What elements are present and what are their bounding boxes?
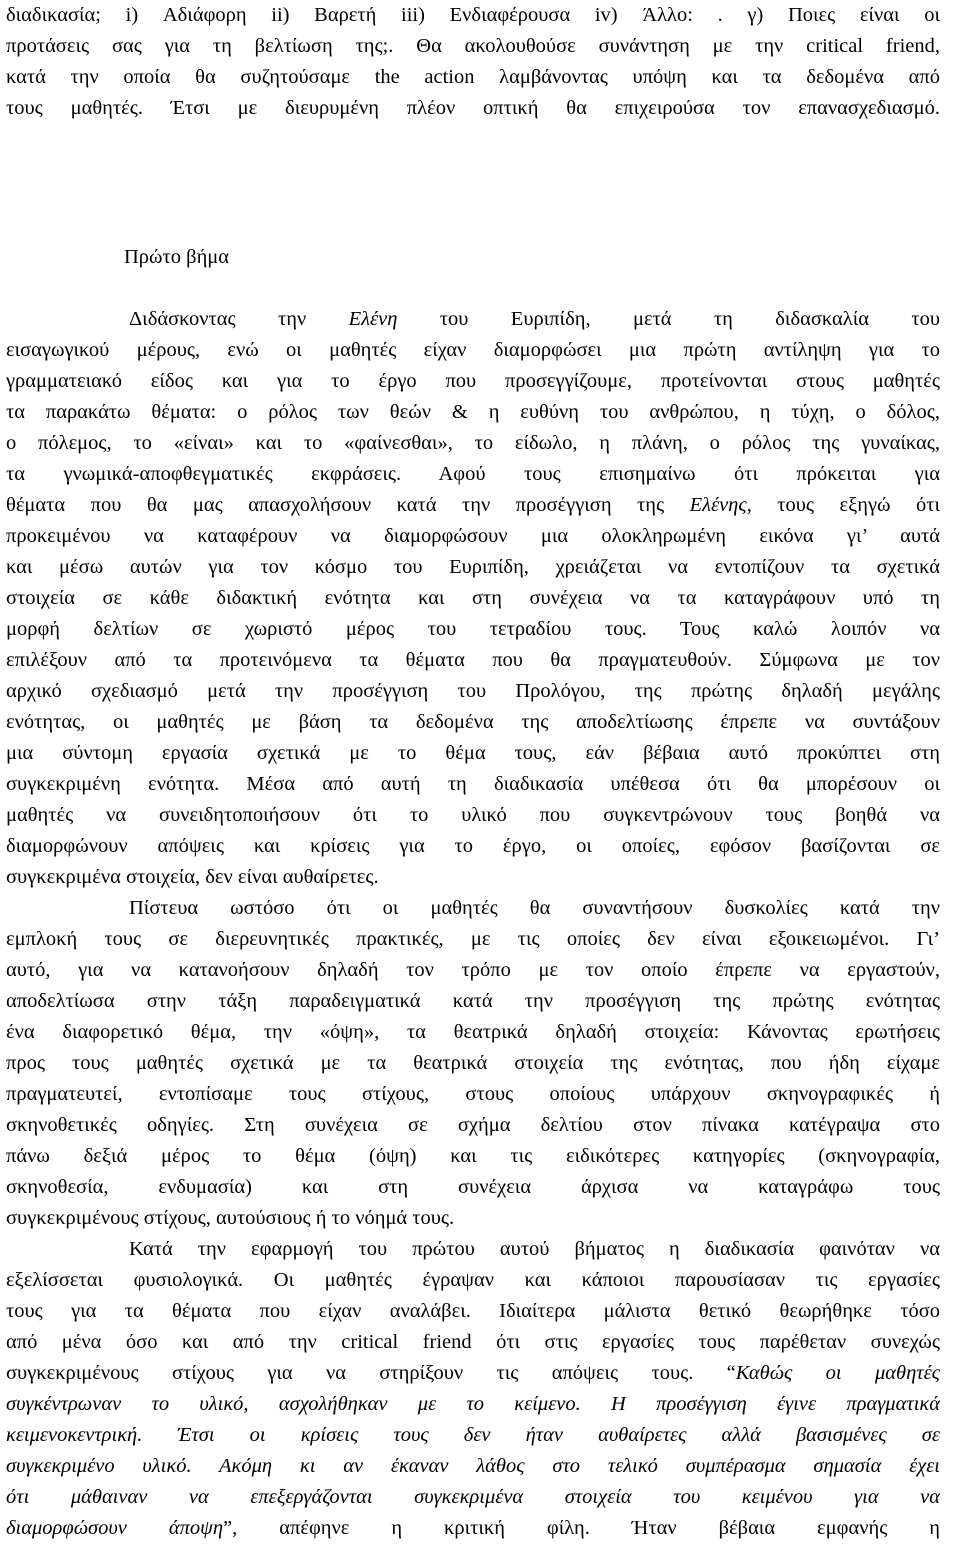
text-run: Διδάσκοντας την (6, 308, 349, 330)
text-line (6, 924, 940, 955)
text-line (6, 831, 940, 862)
text-line (6, 986, 940, 1017)
text-line (6, 769, 940, 800)
text-run: ο πόλεμος, το «είναι» και το «φαίνεσθαι», το είδωλο, η πλάνη, ο ρόλος της γυναίκας, (6, 432, 940, 454)
text-line (6, 1296, 940, 1327)
text-run: εισαγωγικού μέρους, ενώ οι μαθητές είχαν διαμορφώσει μια πρώτη αντίληψη για το (6, 339, 940, 361)
text-run: τα γνωμικά-αποφθεγματικές εκφράσεις. Αφού τους επισημαίνω ότι πρόκειται για (6, 463, 940, 485)
text-line (6, 645, 940, 676)
text-run: τους μαθητές. Έτσι με διευρυμένη πλέον οπτική θα επιχειρούσα τον επανασχεδιασμό. (6, 97, 940, 119)
text-line (6, 1110, 940, 1141)
text-line (6, 31, 940, 62)
text-line (6, 0, 940, 31)
text-line (6, 1048, 940, 1079)
text-run: τους για τα θέματα που είχαν αναλάβει. Ιδιαίτερα μάλιστα θετικό θεωρήθηκε τόσο (6, 1300, 940, 1322)
text-run: πάνω δεξιά μέρος το θέμα (όψη) και τις ειδικότερες κατηγορίες (σκηνογραφία, (6, 1145, 940, 1167)
text-run: συγκεκριμένους στίχους για να στηρίξουν τις απόψεις τους. “ (6, 1362, 736, 1384)
section-spacer-small (6, 273, 940, 304)
text-run: αρχικό σχεδιασμό μετά την προσέγγιση του Προλόγου, της πρώτης δηλαδή μεγάλης (6, 680, 940, 702)
text-run: συγκεκριμένα στοιχεία, δεν είναι αυθαίρετες. (6, 866, 379, 888)
text-run: διαμορφώνουν απόψεις και κρίσεις για το έργο, οι οποίες, εφόσον βασίζονται σε (6, 835, 940, 857)
text-run: Κατά την εφαρμογή του πρώτου αυτού βήματος η διαδικασία φαινόταν να (6, 1238, 940, 1260)
italic-text: ότι μάθαιναν να επεξεργάζονται συγκεκριμένα στοιχεία του κειμένου για να (6, 1486, 940, 1508)
intro-paragraph (6, 0, 940, 124)
text-line (6, 304, 940, 335)
text-run: αποδελτίωσα στην τάξη παραδειγματικά κατά την προσέγγιση της πρώτης ενότητας (6, 990, 940, 1012)
text-line (6, 955, 940, 986)
text-line (6, 1172, 940, 1203)
text-run: ένα διαφορετικό θέμα, την «όψη», τα θεατρικά δηλαδή στοιχεία: Κάνοντας ερωτήσεις (6, 1021, 940, 1043)
text-run: εξελίσσεται φυσιολογικά. Οι μαθητές έγραψαν και κάποιοι παρουσίασαν τις εργασίες (6, 1269, 940, 1291)
text-run: εμπλοκή τους σε διερευνητικές πρακτικές, με τις οποίες δεν είναι εξοικειωμένοι. Γι’ (6, 928, 940, 950)
italic-text: διαμορφώσουν άποψη (6, 1517, 224, 1539)
italic-text: Ελένη (348, 308, 398, 330)
text-line (6, 1358, 940, 1389)
text-line (6, 583, 940, 614)
text-line (6, 893, 940, 924)
text-run: ενότητας, οι μαθητές με βάση τα δεδομένα της αποδελτίωσης έπρεπε να συντάξουν (6, 711, 940, 733)
text-run: αυτό, για να κατανοήσουν δηλαδή τον τρόπο με τον οποίο έπρεπε να εργαστούν, (6, 959, 940, 981)
text-line (6, 521, 940, 552)
text-line (6, 428, 940, 459)
text-line (6, 366, 940, 397)
text-line (6, 1513, 940, 1544)
text-line (6, 1079, 940, 1110)
text-line (6, 738, 940, 769)
text-line (6, 1389, 940, 1420)
text-run: πραγματευτεί, εντοπίσαμε τους στίχους, στους οποίους υπάρχουν σκηνογραφικές ή (6, 1083, 940, 1105)
text-line (6, 1265, 940, 1296)
text-run: θέματα που θα μας απασχολήσουν κατά την προσέγγιση της (6, 494, 690, 516)
text-run: γραμματειακό είδος και για το έργο που προσεγγίζουμε, προτείνονται στους μαθητές (6, 370, 940, 392)
section-heading: Πρώτο βήμα (124, 246, 230, 268)
text-run: μαθητές να συνειδητοποιήσουν ότι το υλικό που συγκεντρώνουν τους βοηθά να (6, 804, 940, 826)
text-run: επιλέξουν από τα προτεινόμενα τα θέματα που θα πραγματευθούν. Σύμφωνα με τον (6, 649, 940, 671)
text-line (6, 800, 940, 831)
italic-text: συγκέντρωναν το υλικό, ασχολήθηκαν με το κείμενο. Η προσέγγιση έγινε πραγματικά (6, 1393, 940, 1415)
text-line (6, 1141, 940, 1172)
text-line (6, 1017, 940, 1048)
text-line (6, 459, 940, 490)
text-run: , τους εξηγώ ότι (746, 494, 940, 516)
text-run: διαδικασία; i) Αδιάφορη ii) Βαρετή iii) Ενδιαφέρουσα iv) Άλλο: . γ) Ποιες είναι οι (6, 4, 940, 26)
text-run: ”, απέφηνε η κριτική φίλη. Ήταν βέβαια εμφανής η (223, 1517, 940, 1539)
text-line (6, 1482, 940, 1513)
text-line (6, 62, 940, 93)
text-line (6, 1327, 940, 1358)
text-line (6, 614, 940, 645)
text-run: στοιχεία σε κάθε διδακτική ενότητα και στη συνέχεια να τα καταγράφουν υπό τη (6, 587, 940, 609)
text-line (6, 862, 940, 893)
italic-text: κειμενοκεντρική. Έτσι οι κρίσεις τους δεν ήταν αυθαίρετες αλλά βασισμένες σε (6, 1424, 940, 1446)
text-run: σκηνοθεσία, ενδυμασία) και στη συνέχεια άρχισα να καταγράφω τους (6, 1176, 940, 1198)
text-line (6, 397, 940, 428)
text-line (6, 1420, 940, 1451)
text-line (6, 1234, 940, 1265)
text-run: και μέσω αυτών για τον κόσμο του Ευριπίδη, χρειάζεται να εντοπίζουν τα σχετικά (6, 556, 940, 578)
text-run: κατά την οποία θα συζητούσαμε the action λαμβάνοντας υπόψη και τα δεδομένα από (6, 66, 940, 88)
text-run: τα παρακάτω θέματα: ο ρόλος των θεών & η ευθύνη του ανθρώπου, η τύχη, ο δόλος, (6, 401, 940, 423)
text-line (6, 676, 940, 707)
text-run: προτάσεις σας για τη βελτίωση της;. Θα ακολουθούσε συνάντηση με την critical friend, (6, 35, 940, 57)
text-line (6, 552, 940, 583)
text-run: προς τους μαθητές σχετικά με τα θεατρικά στοιχεία της ενότητας, που ήδη είχαμε (6, 1052, 940, 1074)
body-text (6, 304, 940, 1544)
text-run: Πίστευα ωστόσο ότι οι μαθητές θα συναντήσουν δυσκολίες κατά την (6, 897, 940, 919)
text-run: από μένα όσο και από την critical friend ότι στις εργασίες τους παρέθεταν συνεχώς (6, 1331, 940, 1353)
italic-text: Ελένης (689, 494, 747, 516)
text-line (6, 93, 940, 124)
text-run: σκηνοθετικές οδηγίες. Στη συνέχεια σε σχήμα δελτίου στον πίνακα κατέγραψα στο (6, 1114, 940, 1136)
text-run: μορφή δελτίων σε χωριστό μέρος του τετραδίου τους. Τους καλώ λοιπόν να (6, 618, 940, 640)
section-spacer (6, 124, 940, 242)
text-line (6, 490, 940, 521)
text-line (6, 1451, 940, 1482)
text-run: προκειμένου να καταφέρουν να διαμορφώσουν μια ολοκληρωμένη εικόνα γι’ αυτά (6, 525, 940, 547)
text-line (6, 707, 940, 738)
text-run: συγκεκριμένη ενότητα. Μέσα από αυτή τη διαδικασία υπέθεσα ότι θα μπορέσουν οι (6, 773, 940, 795)
italic-text: συγκεκριμένο υλικό. Ακόμη κι αν έκαναν λάθος στο τελικό συμπέρασμα σημασία έχει (6, 1455, 940, 1477)
italic-text: Καθώς οι μαθητές (735, 1362, 940, 1384)
text-run: του Ευριπίδη, μετά τη διδασκαλία του (397, 308, 940, 330)
document-page (6, 0, 940, 1544)
text-run: συγκεκριμένους στίχους, αυτούσιους ή το νόημά τους. (6, 1207, 455, 1229)
text-run: μια σύντομη εργασία σχετικά με το θέμα τους, εάν βέβαια αυτό προκύπτει στη (6, 742, 940, 764)
text-line (6, 1203, 940, 1234)
text-line (6, 335, 940, 366)
